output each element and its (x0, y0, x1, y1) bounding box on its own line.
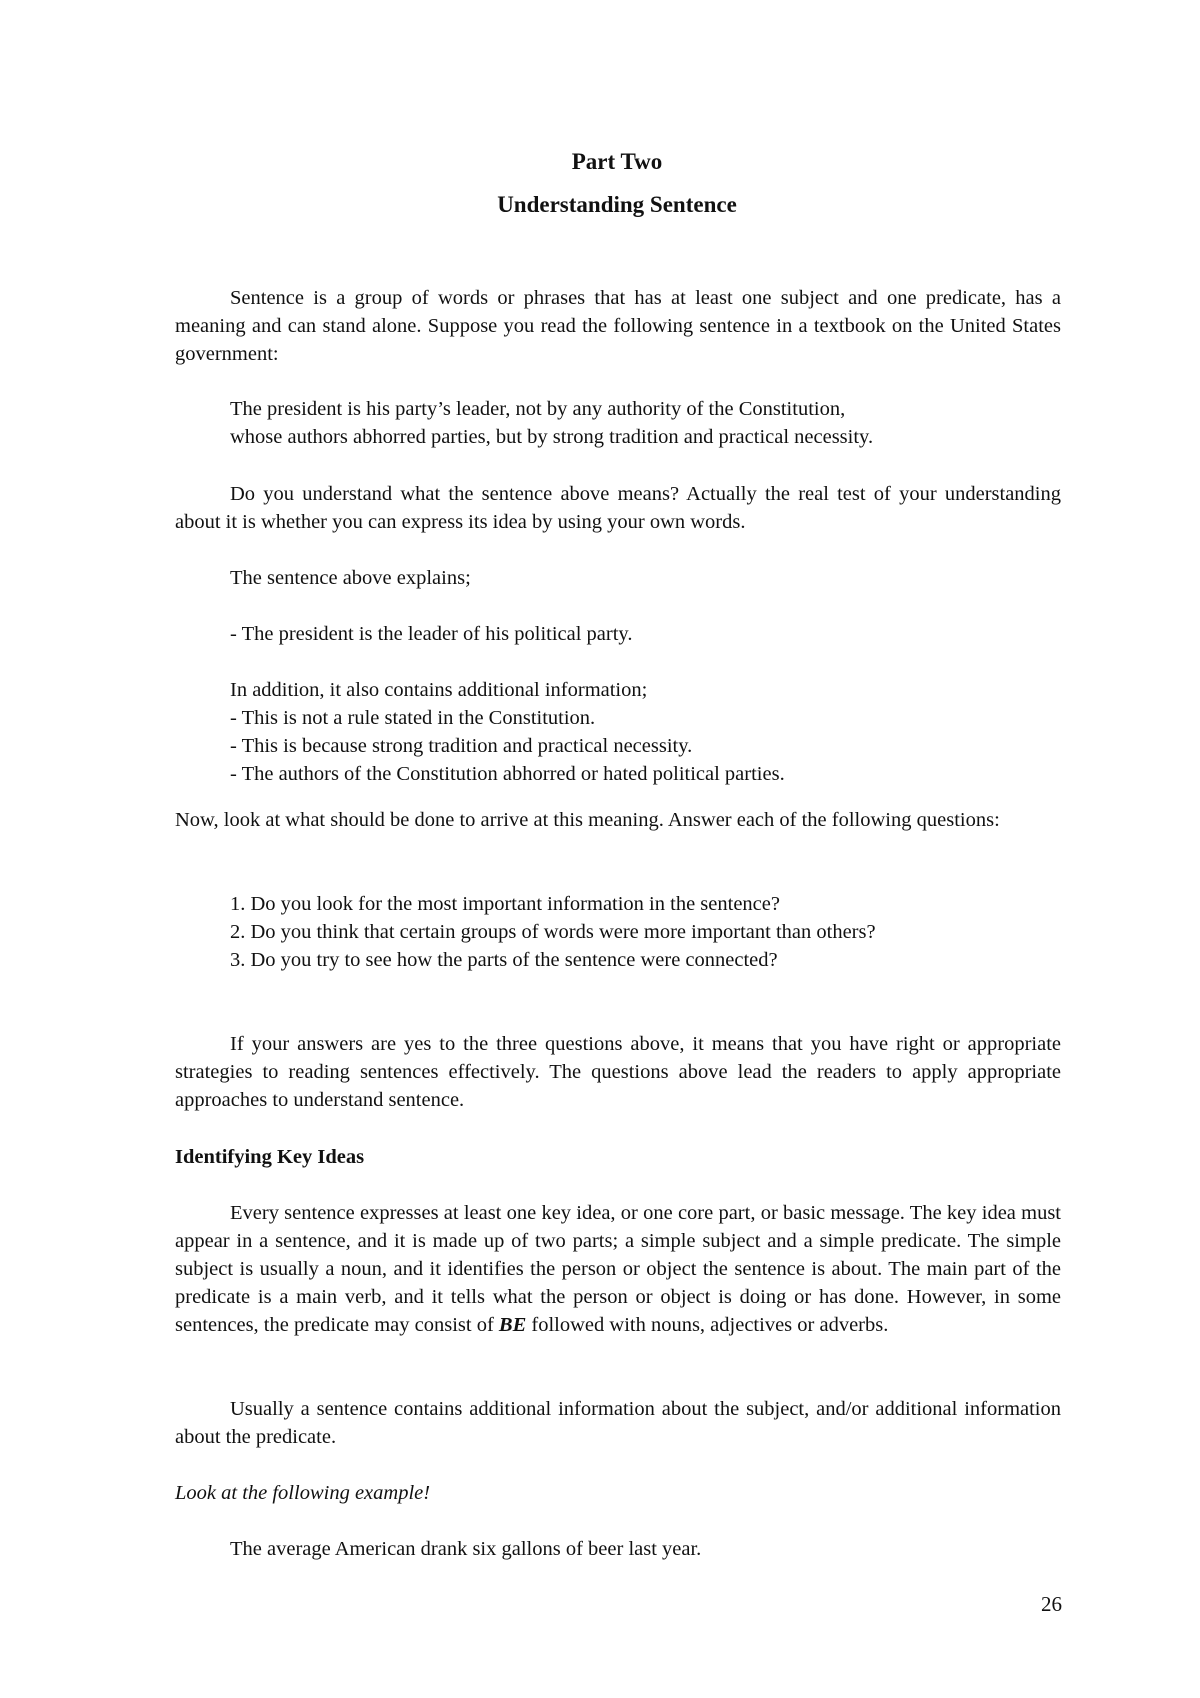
page-title: Part Two (571, 149, 663, 174)
additional-item: - This is not a rule stated in the Constitution. (230, 707, 596, 729)
quoted-sentence (230, 395, 1020, 451)
usually-paragraph: Usually a sentence contains additional information about the subject, and/or additional information about the predicate. (175, 1398, 1061, 1448)
additional-info (230, 676, 1061, 788)
key-idea-text: Every sentence expresses at least one key idea, or one core part, or basic message. The key idea must appear in a sentence, and it is made up of two parts; a simple subject and a simple predicate. The simple subject is usually a noun, and it identifies the person or object the sentence is about. The main part of the predicate is a main verb, and it tells what the person or object is doing or has done. However, in some sentences, the predicate may consist of (175, 1202, 1061, 1336)
question-item: 3. Do you try to see how the parts of the sentence were connected? (230, 949, 778, 971)
additional-label: In addition, it also contains additional information; (230, 679, 648, 701)
key-idea-text-end: followed with nouns, adjectives or adverbs. (531, 1314, 889, 1336)
additional-item: - The authors of the Constitution abhorred or hated political parties. (230, 763, 785, 785)
understand-paragraph: Do you understand what the sentence above means? Actually the real test of your understanding about it is whether you can express its idea by using your own words. (175, 483, 1061, 533)
page-number: 26 (1041, 1592, 1062, 1616)
additional-item: - This is because strong tradition and practical necessity. (230, 735, 693, 757)
be-emphasis: BE (498, 1314, 527, 1336)
now-paragraph: Now, look at what should be done to arrive at this meaning. Answer each of the following questions: (175, 809, 1000, 831)
example-sentence: The average American drank six gallons of beer last year. (230, 1538, 702, 1560)
quote-line: whose authors abhorred parties, but by strong tradition and practical necessity. (230, 426, 874, 448)
page-subtitle: Understanding Sentence (497, 192, 737, 217)
answers-paragraph: If your answers are yes to the three questions above, it means that you have right or appropriate strategies to reading sentences effectively. The questions above lead the readers to apply appropriate approaches to understand sentence. (175, 1033, 1061, 1111)
section-heading: Identifying Key Ideas (175, 1146, 365, 1168)
explains-item: - The president is the leader of his political party. (230, 623, 633, 645)
key-idea-paragraph (175, 1199, 1061, 1339)
question-item: 2. Do you think that certain groups of words were more important than others? (230, 921, 876, 943)
questions-list (230, 890, 1061, 974)
intro-paragraph: Sentence is a group of words or phrases that has at least one subject and one predicate, has a meaning and can stand alone. Suppose you read the following sentence in a textbook on the United States government: (175, 287, 1061, 365)
explains-label: The sentence above explains; (230, 567, 471, 589)
example-label: Look at the following example! (175, 1482, 431, 1504)
question-item: 1. Do you look for the most important information in the sentence? (230, 893, 780, 915)
quote-line: The president is his party’s leader, not by any authority of the Constitution, (230, 398, 846, 420)
